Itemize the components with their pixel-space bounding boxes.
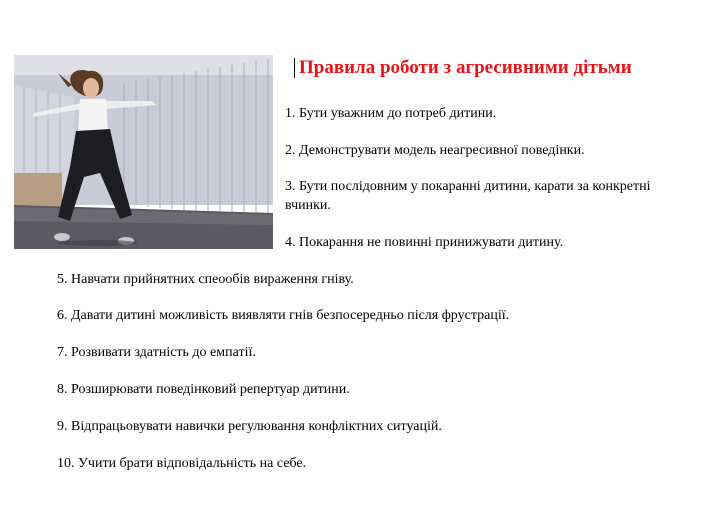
rule-3: 3. Бути послідовним у покаранні дитини, карати за конкретні вчинки.	[285, 179, 651, 213]
document-title: Правила роботи з агресивними дітьми	[299, 57, 632, 78]
rule-10: 10. Учити брати відповідальність на себе.	[57, 456, 307, 471]
jumping-woman-photo	[14, 55, 273, 249]
rule-8: 8. Розширювати поведінковий репертуар дитини.	[57, 382, 350, 397]
text-cursor	[294, 58, 295, 78]
rule-1: 1. Бути уважним до потреб дитини.	[285, 106, 497, 121]
rule-7: 7. Розвивати здатність до емпатії.	[57, 345, 256, 360]
rule-4: 4. Покарання не повинні принижувати дитину.	[285, 235, 564, 250]
rule-5: 5. Навчати прийнятних спеообів вираження гніву.	[57, 272, 354, 287]
rule-9: 9. Відпрацьовувати навички регулювання конфліктних ситуацій.	[57, 419, 442, 434]
rule-6: 6. Давати дитині можливість виявляти гнів безпосередньо після фрустрації.	[57, 308, 510, 323]
rule-2: 2. Демонструвати модель неагресивної поведінки.	[285, 143, 585, 158]
